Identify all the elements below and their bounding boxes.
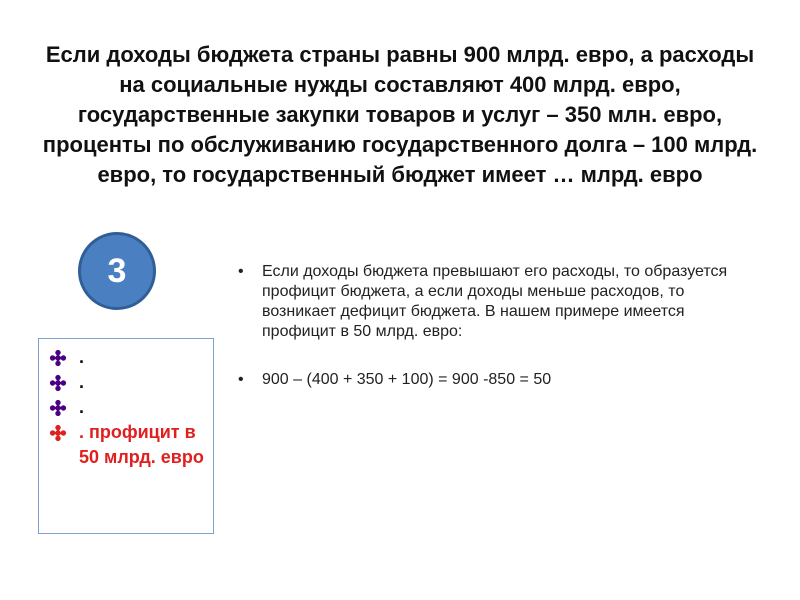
diamond-bullet-icon [49, 424, 67, 442]
answer-option-text: . [79, 347, 85, 367]
diamond-bullet-icon [49, 349, 67, 367]
diamond-bullet-icon [49, 399, 67, 417]
calculation-text: 900 – (400 + 350 + 100) = 900 -850 = 50 [262, 371, 552, 388]
bullet-dot-icon: • [238, 371, 244, 388]
answer-option-correct [45, 420, 209, 470]
explanation-text: Если доходы бюджета превышают его расходы, то образуется профицит бюджета, а если доходы меньше расходов, то возникает дефицит бюджета. В нашем примере имеется профицит в 50 млрд. евро: [262, 263, 728, 340]
answer-option-2 [45, 370, 209, 395]
explanation-item [232, 262, 762, 342]
calculation-item [232, 370, 762, 390]
answer-option-text: . профицит в 50 млрд. евро [79, 422, 204, 467]
explanation-list [232, 262, 762, 390]
answer-options-list [45, 345, 209, 470]
diamond-bullet-icon [49, 374, 67, 392]
answer-options-box [38, 338, 214, 534]
answer-option-text: . [79, 372, 85, 392]
answer-option-3 [45, 395, 209, 420]
answer-option-1 [45, 345, 209, 370]
question-number-badge: 3 [78, 232, 156, 310]
bullet-dot-icon: • [238, 263, 244, 280]
slide-title: Если доходы бюджета страны равны 900 млрд. евро, а расходы на социальные нужды составляют 400 млрд. евро, государственные закупки товаров и услуг – 350 млн. евро, проценты по обслуживанию государственного долга – 100 млрд. евро, то государственный бюджет имеет … млрд. евро [42, 42, 758, 187]
answer-option-text: . [79, 397, 85, 417]
explanation-block [232, 262, 762, 390]
